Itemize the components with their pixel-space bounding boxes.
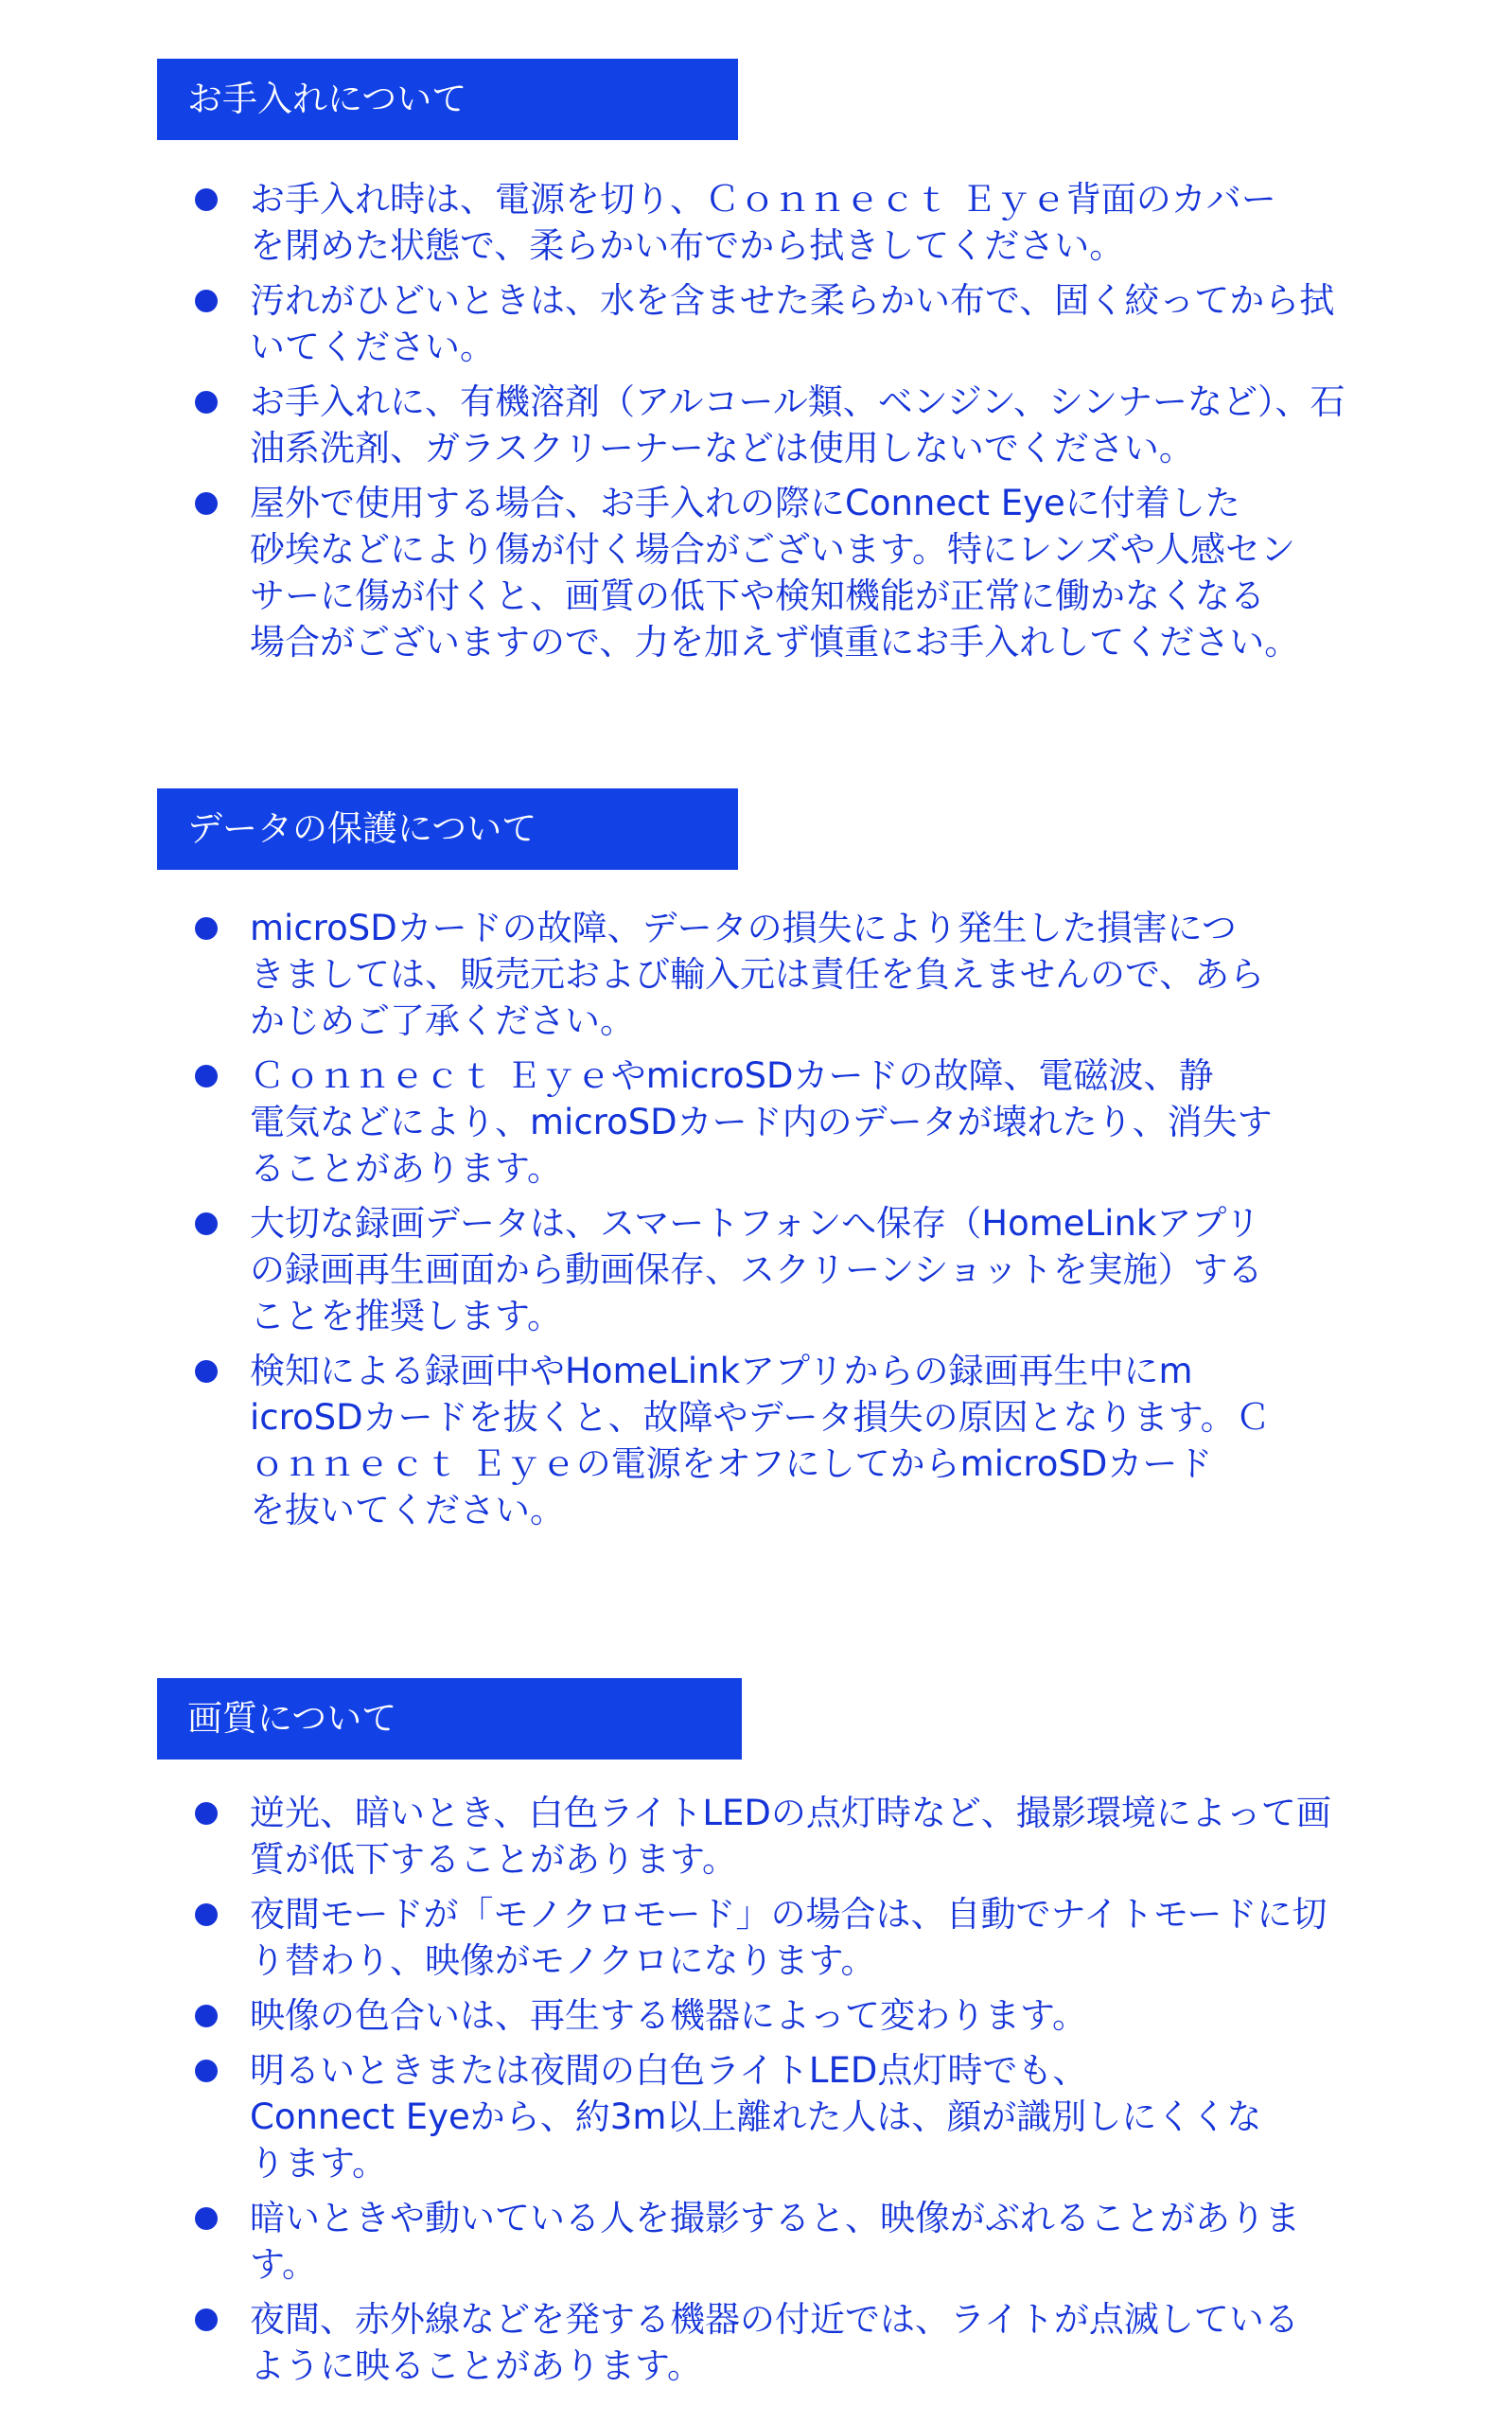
item-line: ように映ることがあります。: [250, 2345, 703, 2386]
item-line: を閉めた状態で、柔らかい布でから拭きしてください。: [250, 225, 1125, 266]
item-line: Connect Eyeから、約3m以上離れた人は、顔が識別しにくくな: [250, 2096, 1262, 2137]
list-item: [189, 480, 1419, 665]
bullet-list-care: [189, 176, 1419, 665]
item-line: 暗いときや動いている人を撮影すると、映像がぶれることがありま: [250, 2198, 1300, 2238]
bullet-icon: [195, 492, 218, 515]
bullet-list-image-quality: [189, 1790, 1419, 2389]
item-line: microSDカードの故障、データの損失により発生した損害につ: [250, 908, 1237, 948]
item-line: 電気などにより、microSDカード内のデータが壊れたり、消失す: [250, 1102, 1273, 1142]
item-line: 大切な録画データは、スマートフォンへ保存（HomeLinkアプリ: [250, 1203, 1260, 1244]
bullet-icon: [195, 1065, 218, 1088]
list-item: [189, 379, 1419, 471]
bullet-list-data-protection: [189, 905, 1419, 1533]
list-item: [189, 277, 1419, 370]
item-line: す。: [250, 2244, 318, 2285]
item-line: 明るいときまたは夜間の白色ライトLED点灯時でも、: [250, 2050, 1088, 2091]
list-item: [189, 1348, 1419, 1533]
bullet-icon: [195, 188, 218, 211]
bullet-icon: [195, 391, 218, 414]
list-item: [189, 1200, 1419, 1339]
bullet-icon: [195, 917, 218, 940]
section-header-data-protection: [157, 788, 738, 870]
item-line: 夜間、赤外線などを発する機器の付近では、ライトが点滅している: [250, 2299, 1299, 2340]
list-item: [189, 1891, 1419, 1984]
bullet-icon: [195, 1802, 218, 1825]
item-line: り替わり、映像がモノクロになります。: [250, 1940, 876, 1981]
bullet-icon: [195, 1212, 218, 1235]
section-title: データの保護について: [187, 808, 537, 849]
item-line: 汚れがひどいときは、水を含ませた柔らかい布で、固く絞ってから拭: [250, 280, 1335, 321]
item-line: 砂埃などにより傷が付く場合がございます。特にレンズや人感セン: [250, 529, 1296, 570]
item-line: icroSDカードを抜くと、故障やデータ損失の原因となります。Ｃ: [250, 1397, 1271, 1438]
list-item: [189, 2195, 1419, 2288]
item-line: ります。: [250, 2143, 388, 2184]
list-item: [189, 2296, 1419, 2389]
item-line: ことを推奨します。: [250, 1296, 563, 1336]
item-line: の録画再生画面から動画保存、スクリーンショットを実施）する: [250, 1249, 1263, 1290]
item-line: 油系洗剤、ガラスクリーナーなどは使用しないでください。: [250, 428, 1194, 469]
bullet-icon: [195, 2060, 218, 2082]
list-item: [189, 1052, 1419, 1192]
item-line: ｏｎｎｅｃｔ Ｅｙｅの電源をオフにしてからmicroSDカード: [250, 1443, 1213, 1484]
item-line: 場合がございますので、力を加えず慎重にお手入れしてください。: [250, 622, 1300, 663]
item-line: 逆光、暗いとき、白色ライトLEDの点灯時など、撮影環境によって画: [250, 1793, 1331, 1833]
item-line: 検知による録画中やHomeLinkアプリからの録画再生中にm: [250, 1351, 1193, 1391]
item-line: かじめご了承ください。: [250, 1000, 635, 1041]
bullet-icon: [195, 1903, 218, 1926]
item-line: 夜間モードが「モノクロモード」の場合は、自動でナイトモードに切: [250, 1894, 1327, 1935]
section-header-image-quality: [157, 1678, 742, 1760]
list-item: [189, 1992, 1419, 2039]
item-line: 映像の色合いは、再生する機器によって変わります。: [250, 1995, 1088, 2036]
item-line: を抜いてください。: [250, 1490, 565, 1530]
list-item: [189, 2047, 1419, 2186]
item-line: ることがあります。: [250, 1148, 563, 1189]
bullet-icon: [195, 2005, 218, 2027]
item-line: きましては、販売元および輸入元は責任を負えませんので、あら: [250, 954, 1265, 995]
item-line: サーに傷が付くと、画質の低下や検知機能が正常に働かなくなる: [250, 575, 1265, 616]
item-line: お手入れ時は、電源を切り、Ｃｏｎｎｅｃｔ Ｅｙｅ背面のカバー: [250, 179, 1276, 220]
item-line: Ｃｏｎｎｅｃｔ ＥｙｅやmicroSDカードの故障、電磁波、静: [250, 1055, 1214, 1096]
list-item: [189, 905, 1419, 1044]
bullet-icon: [195, 1360, 218, 1383]
item-line: お手入れに、有機溶剤（アルコール類、ベンジン、シンナーなど）、石: [250, 381, 1345, 422]
section-title: 画質について: [187, 1698, 397, 1739]
section-header-care: [157, 59, 738, 140]
item-line: 質が低下することがあります。: [250, 1839, 738, 1880]
list-item: [189, 1790, 1419, 1883]
bullet-icon: [195, 2308, 218, 2331]
section-title: お手入れについて: [187, 79, 467, 119]
list-item: [189, 176, 1419, 269]
bullet-icon: [195, 2207, 218, 2230]
bullet-icon: [195, 290, 218, 312]
item-line: いてください。: [250, 327, 495, 367]
item-line: 屋外で使用する場合、お手入れの際にConnect Eyeに付着した: [250, 483, 1240, 523]
